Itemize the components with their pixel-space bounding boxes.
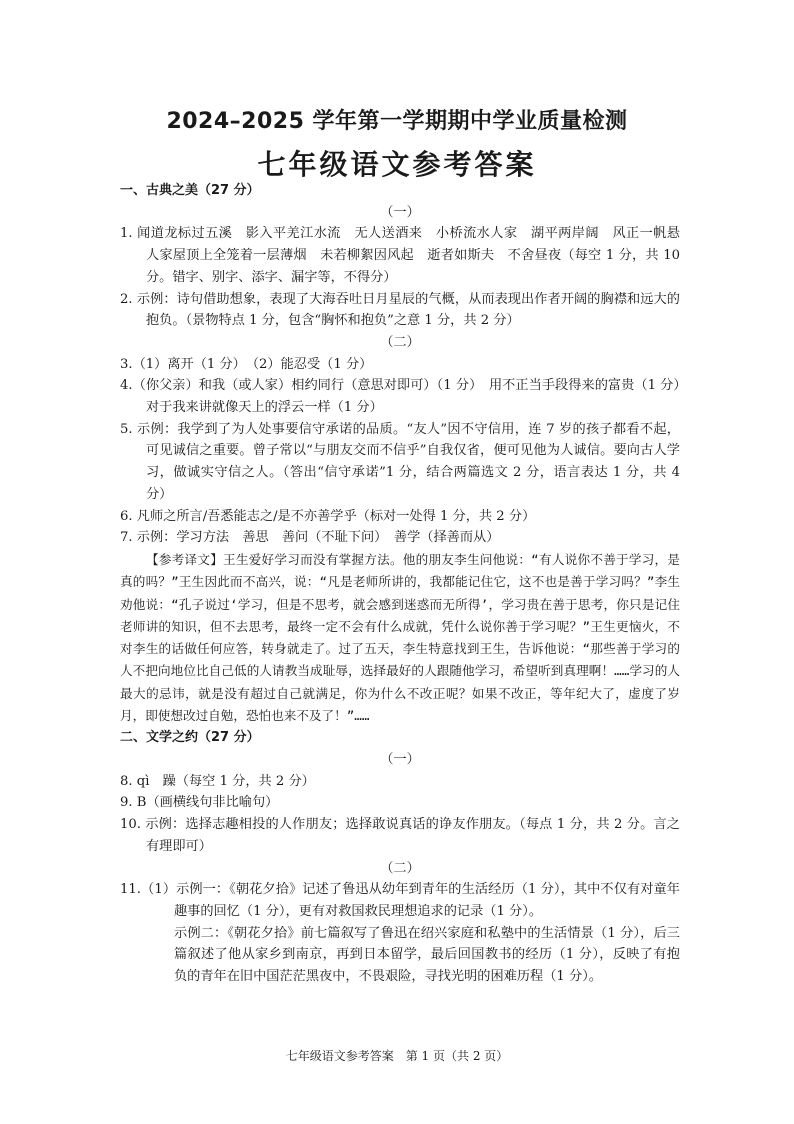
answer-q2: 2. 示例：诗句借助想象，表现了大海吞吐日月星辰的气概，从而表现出作者开阔的胸襟和远大的抱负。（景物特点 1 分，包含“胸怀和抱负”之意 1 分，共 2 分） [120, 291, 680, 329]
subsection-heading: （一） [380, 752, 420, 768]
answer-q3: 3.（1）离开（1 分） （2）能忍受（1 分） [120, 356, 373, 372]
answer-q7: 7. 示例：学习方法 善思 善问（不耻下问） 善学（择善而从） [120, 530, 500, 546]
section-heading-literature: 二、文学之约（27 分） [120, 730, 260, 746]
reference-translation: 【参考译文】王生爱好学习而没有掌握方法。他的朋友李生问他说：“有人说你不善于学习，是真的吗？”王生因此而不高兴，说：“凡是老师所讲的，我都能记住它，这不也是善于学习吗？”李生劝他说：“孔子说过‘学习，但是不思考，就会感到迷惑而无所得’，学习贵在善于思考，你只是记住老师讲的知识，但不去思考，最终一定不会有什么成就，凭什么说你善于学习呢？”王生更恼火，不对李生的话做任何应答，转身就走了。过了五天，李生特意找到王生，告诉他说：“那些善于学习的人不把向地位比自己低的人请教当成耻辱，选择最好的人跟随他学习，希望听到真理啊！……学习的人最大的忌讳，就是没有超过自己就满足，你为什么不改正呢？如果不改正，等年纪大了，虚度了岁月，即使想改过自勉，恐怕也来不及了！”…… [120, 551, 680, 724]
answer-content [120, 180, 694, 988]
subsection-heading: （二） [380, 860, 420, 876]
document-subtitle: 七年级语文参考答案 [257, 148, 537, 181]
answer-q11-example1: 11.（1）示例一：《朝花夕拾》记述了鲁迅从幼年到青年的生活经历（1 分），其中不仅有对童年趣事的回忆（1 分），更有对救国救民理想追求的记录（1 分）。 [120, 882, 680, 919]
answer-q6: 6. 凡师之所言/吾悉能志之/是不亦善学乎（标对一处得 1 分，共 2 分） [120, 508, 536, 524]
section-heading-classical: 一、古典之美（27 分） [120, 183, 260, 198]
answer-q10: 10. 示例：选择志趣相投的人作朋友；选择敢说真话的诤友作朋友。（每点 1 分，共 2 分。言之有理即可） [120, 817, 680, 854]
page-footer: 七年级语文参考答案 第 1 页（共 2 页） [285, 1049, 509, 1063]
document-title: 2024–2025 学年第一学期期中学业质量检测 [166, 109, 628, 134]
answer-q8: 8. qì 躁（每空 1 分，共 2 分） [120, 773, 315, 789]
answer-q1: 1. 闻道龙标过五溪 影入平羌江水流 无人送酒来 小桥流水人家 湖平两岸阔 风正一帆悬 人家屋顶上全笼着一层薄烟 未若柳絮因风起 逝者如斯夫 不舍昼夜（每空 1 分，共 10 分。错字、别字、添字、漏字等，不得分） [120, 226, 694, 285]
answer-q9: 9. B（画横线句非比喻句） [120, 795, 279, 811]
subsection-heading: （一） [380, 204, 420, 220]
answer-q11-example2: 示例二：《朝花夕拾》前七篇叙写了鲁迅在绍兴家庭和私塾中的生活情景（1 分），后三篇叙述了他从家乡到南京，再到日本留学，最后回国教书的经历（1 分），反映了有抱负的青年在旧中国茫茫黑夜中，不畏艰险，寻找光明的困难历程（1 分）。 [174, 925, 680, 985]
answer-q5: 5. 示例：我学到了为人处事要信守承诺的品质。“友人”因不守信用，连 7 岁的孩子都看不起，可见诚信之重要。曾子常以“与朋友交而不信乎”自我仅省，便可见他为人诚信。要向古人学习，做诚实守信之人。（答出“信守承诺”1 分，结合两篇选文 2 分，语言表达 1 分，共 4 分） [120, 421, 680, 502]
answer-q4: 4.（你父亲）和我（或人家）相约同行（意思对即可）（1 分） 用不正当手段得来的富贵（1 分） 对于我来讲就像天上的浮云一样（1 分） [120, 378, 694, 416]
subsection-heading: （二） [380, 334, 420, 350]
